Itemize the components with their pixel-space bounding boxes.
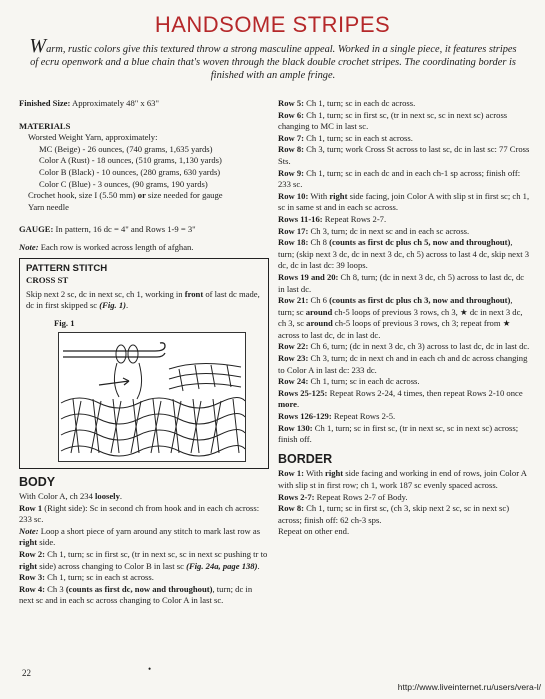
row-text: . <box>296 399 300 410</box>
body-row <box>278 168 530 191</box>
row-text: Repeat Rows 2-7 of Body. <box>314 491 408 502</box>
row-label: Row 22: <box>278 341 309 352</box>
note <box>19 242 269 254</box>
border-row <box>278 468 530 491</box>
materials-item: Color A (Rust) - 18 ounces, (510 grams, 1,130 yards) <box>39 155 222 166</box>
row-label: Row 23: <box>278 353 309 364</box>
right-word: right <box>19 560 38 571</box>
body-note <box>19 526 269 549</box>
row-text: , turn; (skip next 3 dc, dc in next 3 dc, ch 5) across to last 4 dc, skip next 3 dc, dc in last dc: 39 loops. <box>278 237 530 271</box>
crochet-diagram <box>58 332 246 462</box>
row-label: Row 24: <box>278 376 309 387</box>
row-text: Ch 1, turn; sc in each st across. <box>304 132 413 143</box>
materials-item <box>19 190 269 202</box>
right-word: right <box>19 537 38 548</box>
row-text: Repeat Rows 2-5. <box>331 411 396 422</box>
body-row <box>278 353 530 376</box>
cross-st-text: of last dc made, dc in first skipped sc <box>26 288 260 311</box>
intro-text: arm, rustic colors give this textured throw a strong masculine appeal. Worked in a single piece, it features stripes of ecru openwork and a blue chain that's woven through the black double crochet stripes. The coordinating border is finished with an ample fringe. <box>30 44 517 81</box>
body-row <box>278 295 530 341</box>
left-column <box>19 98 269 607</box>
row-text: Repeat Rows 2-7. <box>322 213 387 224</box>
body-text: . <box>119 491 123 502</box>
body-row <box>278 423 530 446</box>
materials-item: Color B (Black) - 10 ounces, (280 grams, 630 yards) <box>39 166 221 177</box>
body-row <box>278 272 530 295</box>
right-column <box>278 98 530 538</box>
row-text: side) across changing to Color B in last sc <box>37 560 187 571</box>
body-row <box>278 226 530 238</box>
body-row <box>278 191 530 214</box>
footer-url[interactable]: http://www.liveinternet.ru/users/vera-l/ <box>397 682 541 692</box>
around-word: around <box>306 318 333 329</box>
row-text: Ch 1, turn; sc in each dc and in each ch-1 sp across; finish off: 233 sc. <box>278 167 521 190</box>
cross-st-text: Skip next 2 sc, dc in next sc, ch 1, working in <box>26 288 185 299</box>
row-text: (Right side): Sc in second ch from hook and in each ch across: 233 sc. <box>19 502 260 525</box>
body-row <box>278 341 530 353</box>
cross-st-end: . <box>126 300 129 311</box>
fig-reference: (Fig. 24a, page 138) <box>186 560 258 571</box>
row-label: Row 9: <box>278 167 305 178</box>
note-label: Note: <box>19 525 39 536</box>
row-text: Ch 6, turn; (dc in next 3 dc, ch 3) across to last dc, dc in last dc. <box>308 341 530 352</box>
gauge-label: GAUGE: <box>19 224 54 235</box>
body-row <box>278 388 530 411</box>
body-row <box>278 237 530 272</box>
row-text: side facing and working in end of rows, join Color A with slip st in first row; ch 1, work 187 sc evenly spaced across. <box>278 468 527 490</box>
border-end: Repeat on other end. <box>278 526 350 537</box>
row-label: Row 5: <box>278 98 305 108</box>
body-row <box>19 503 269 526</box>
body-row <box>278 376 530 388</box>
row-label: Row 10: <box>278 190 309 201</box>
row-text: ch-5 loops of previous 3 rows, ch 3; repeat from ★ across to last dc, dc in last dc. <box>278 318 511 340</box>
row-text: Ch 1, turn; sc in each dc across. <box>304 98 416 108</box>
more-word: more <box>278 399 297 410</box>
row-text: , turn; sc <box>278 295 513 317</box>
or-word: or <box>135 190 148 201</box>
row-text: , turn; dc in next sc and in each sc across changing to Color A in last sc. <box>19 583 253 606</box>
pattern-stitch-box <box>19 258 269 469</box>
body-row <box>278 98 530 110</box>
rows-5-9 <box>278 98 530 191</box>
row-label: Row 2: <box>19 549 46 560</box>
note-text: Loop a short piece of yarn around any stitch to mark last row as <box>38 525 261 536</box>
materials-item: MC (Beige) - 26 ounces, (740 grams, 1,635 yards) <box>39 143 213 154</box>
row-text: ch-5 loops of previous 3 rows, ch 3, ★ dc in next 3 dc, ch 3, sc <box>278 306 523 329</box>
materials-heading-text: MATERIALS <box>19 120 71 131</box>
row-text: With <box>308 190 330 201</box>
row-label: Rows 25-125: <box>278 387 328 398</box>
hook-gauge-text: size needed for gauge <box>147 190 223 201</box>
row-label: Row 3: <box>19 572 46 583</box>
border-row <box>278 503 530 526</box>
row-text: Ch 1, turn; sc in first sc, (tr in next sc, sc in next sc) across changing to MC in last sc. <box>278 109 508 132</box>
row-text: Ch 3 <box>45 583 66 594</box>
row-text: Ch 1, turn; sc in each st across. <box>45 572 154 583</box>
row-label: Row 6: <box>278 109 305 120</box>
row-label: Row 7: <box>278 132 305 143</box>
body-row <box>19 584 269 607</box>
intro-paragraph <box>28 35 518 82</box>
body-heading: BODY <box>19 474 56 489</box>
border-row <box>278 492 530 504</box>
row-text: Repeat Rows 2-24, 4 times, then repeat Rows 2-10 once <box>327 387 523 398</box>
body-row <box>19 549 269 572</box>
row-label: Row 18: <box>278 237 309 248</box>
finished-size <box>19 98 269 110</box>
figure-label: Fig. 1 <box>54 317 75 328</box>
materials-item: Yarn needle <box>28 201 69 212</box>
border-heading: BORDER <box>278 451 333 466</box>
right-word: right <box>325 468 344 479</box>
row-label: Row 21: <box>278 295 309 306</box>
body-row <box>19 572 269 584</box>
row-label: Row 1 <box>19 502 43 513</box>
row-label: Row 8: <box>278 503 305 514</box>
body-row <box>19 491 269 503</box>
around-word: around <box>305 306 333 317</box>
loosely-word: loosely <box>95 491 120 502</box>
body-row <box>278 110 530 133</box>
fig-reference: (Fig. 1) <box>99 300 127 311</box>
row-text: Ch 6 <box>308 295 330 306</box>
row-text: Ch 1, turn; sc in first sc, (tr in next sc, sc in next sc) across; finish off. <box>278 422 519 445</box>
row-label: Row 4: <box>19 583 46 594</box>
gauge <box>19 224 269 236</box>
row-text: Ch 1, turn; sc in first sc, (tr in next sc, sc in next sc pushing tr to <box>45 549 268 560</box>
row-bold-text: (counts as first dc, now and throughout) <box>65 583 213 594</box>
row-label: Row 8: <box>278 144 305 155</box>
row-text: Ch 8, turn; (dc in next 3 dc, ch 5) across to last dc, dc in last dc. <box>278 271 525 294</box>
finished-size-label: Finished Size: <box>19 98 71 108</box>
materials-item: Worsted Weight Yarn, approximately: <box>28 132 158 143</box>
right-word: right <box>329 190 348 201</box>
row-text: Ch 8 <box>308 237 330 248</box>
row-text: Ch 1, turn; sc in first sc, (ch 3, skip next 2 sc, sc in next sc) across; finish off: 62 ch-3 sps. <box>278 503 510 525</box>
finished-size-value: Approximately 48" x 63" <box>70 98 159 108</box>
hook-text: Crochet hook, size I (5.50 mm) <box>28 190 136 201</box>
crochet-hook-illustration <box>59 333 245 461</box>
row-label: Row 1: <box>278 468 305 479</box>
row-label: Row 17: <box>278 225 309 236</box>
note-value: Each row is worked across length of afghan. <box>38 241 194 252</box>
row-label: Rows 126-129: <box>278 411 332 422</box>
cross-st-title: CROSS ST <box>26 275 69 286</box>
row-text: With <box>304 468 326 479</box>
row-label: Row 130: <box>278 422 313 433</box>
page-title: HANDSOME STRIPES <box>154 12 391 37</box>
row-bold-text: (counts as first dc plus ch 5, now and throughout) <box>329 237 511 248</box>
gauge-value: In pattern, 16 dc = 4" and Rows 1-9 = 3" <box>53 224 196 235</box>
page-dot: • <box>148 664 152 674</box>
row-text: side facing, join Color A with slip st in first sc; ch 1, sc in same st and in each sc across. <box>278 190 530 213</box>
page-number: 22 <box>22 668 31 678</box>
row-text: Ch 3, turn; work Cross St across to last sc, dc in last sc: 77 Cross Sts. <box>278 144 530 166</box>
body-row <box>278 214 530 226</box>
row-label: Rows 11-16: <box>278 213 323 224</box>
row-label: Rows 2-7: <box>278 491 315 502</box>
note-label: Note: <box>19 241 39 252</box>
cross-st-instructions <box>26 289 262 312</box>
front-word: front <box>184 288 204 299</box>
row-bold-text: (counts as first dc plus ch 3, now and throughout) <box>329 295 511 306</box>
row-text: Ch 3, turn; dc in next ch and in each ch and dc across changing to Color A in last dc: 233 dc. <box>278 353 528 375</box>
body-row <box>278 133 530 145</box>
pattern-stitch-title: PATTERN STITCH <box>26 262 108 274</box>
materials-item: Color C (Blue) - 3 ounces, (90 grams, 190 yards) <box>39 178 208 189</box>
materials-heading <box>19 121 269 133</box>
drop-cap: W <box>29 35 47 57</box>
body-row <box>278 144 530 167</box>
note-text: side. <box>37 537 56 548</box>
body-text: With Color A, ch 234 <box>19 491 96 502</box>
row-text: . <box>257 560 260 571</box>
row-text: Ch 3, turn; dc in next sc and in each sc across. <box>308 225 470 236</box>
row-label: Rows 19 and 20: <box>278 271 339 282</box>
body-row <box>278 411 530 423</box>
row-text: Ch 1, turn; sc in each dc across. <box>308 376 420 387</box>
